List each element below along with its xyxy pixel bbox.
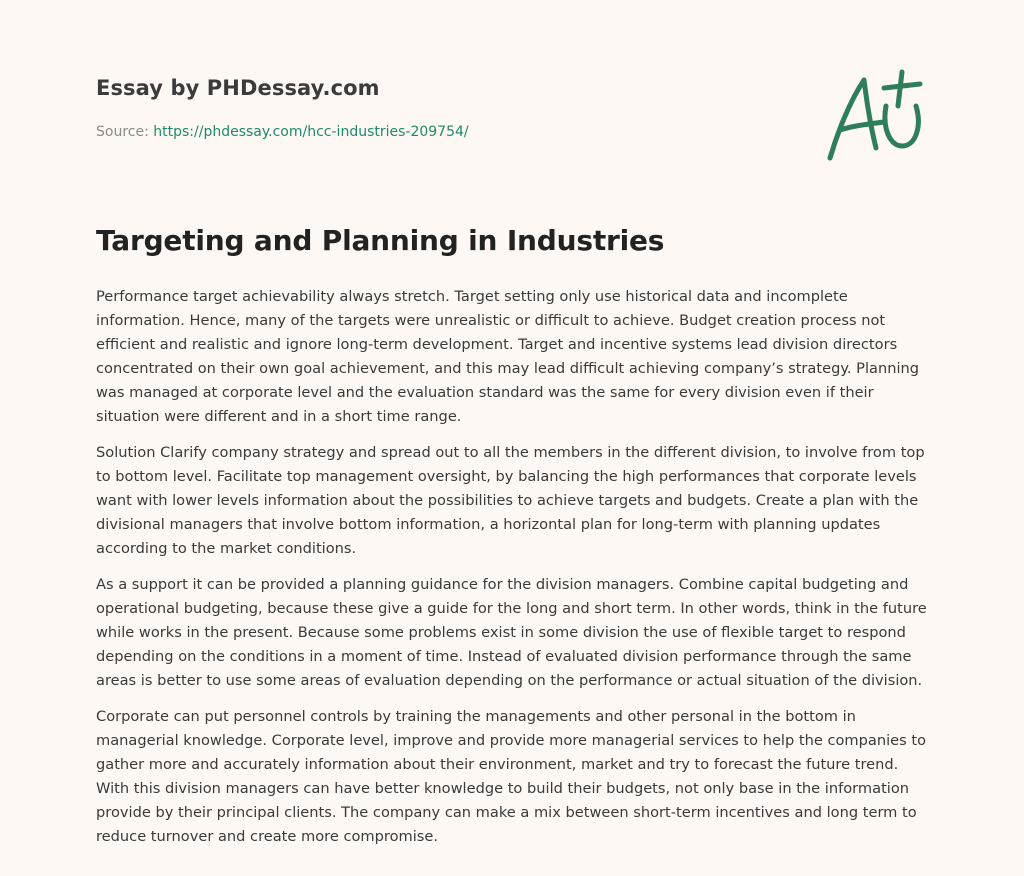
plus-horizontal-stroke [884, 84, 920, 88]
source-line [96, 124, 469, 140]
source-label: Source: [96, 124, 149, 140]
a-plus-logo [820, 66, 930, 166]
essay-paragraph: Performance target achievability always stretch. Target setting only use historical data and incomplete information. Hence, many of the targets were unrealistic or difficult to achieve. Budget creation process not efficient and realistic and ignore long-term development. Target and incentive systems lead division directors concentrated on their own goal achievement, and this may lead difficult achieving company’s strategy. Planning was managed at corporate level and the evaluation standard was the same for every division even if their situation were different and in a short time range. [96, 288, 920, 425]
essay-paragraph: Corporate can put personnel controls by training the managements and other personal in the bottom in managerial knowledge. Corporate level, improve and provide more managerial services to help the companies to gather more and accurately information about their environment, market and try to forecast the future trend. With this division managers can have better knowledge to build their budgets, not only base in the information provide by their principal clients. The company can make a mix between short-term incentives and long term to reduce turnover and create more compromise. [96, 708, 927, 845]
plus-vertical-stroke [898, 72, 902, 106]
essay-paragraph: Solution Clarify company strategy and spread out to all the members in the different division, to involve from top to bottom level. Facilitate top management oversight, by balancing the high performances that corporate levels want with lower levels information about the possibilities to achieve targets and budgets. Create a plan with the divisional managers that involve bottom information, a horizontal plan for long-term with planning updates according to the market conditions. [96, 444, 925, 557]
a-letter-stroke [830, 80, 876, 158]
a-crossbar-stroke [840, 122, 884, 130]
site-title: Essay by PHDessay.com [96, 76, 380, 100]
swoop-stroke [885, 106, 918, 146]
source-link[interactable]: https://phdessay.com/hcc-industries-209754/ [153, 124, 469, 140]
essay-paragraph: As a support it can be provided a planning guidance for the division managers. Combine capital budgeting and operational budgeting, because these give a guide for the long and short term. In other words, think in the future while works in the present. Because some problems exist in some division the use of flexible target to respond depending on the conditions in a moment of time. Instead of evaluated division performance through the same areas is better to use some areas of evaluation depending on the performance or actual situation of the division. [96, 576, 927, 689]
essay-body [96, 285, 936, 861]
essay-title: Targeting and Planning in Industries [96, 224, 665, 257]
